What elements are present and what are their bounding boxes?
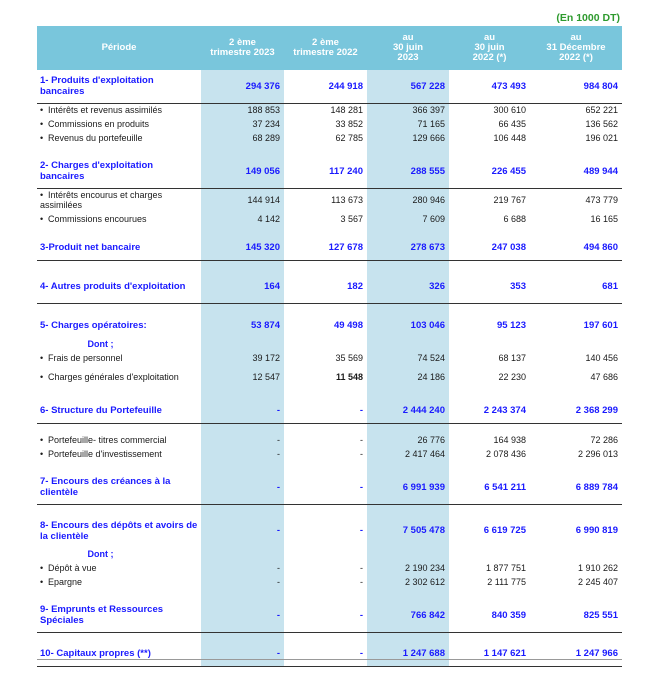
detail-label: [37, 188, 201, 212]
value-cell: 2 190 234: [367, 561, 449, 575]
value-cell: 197 601: [583, 319, 618, 331]
header-line: 31 Décembre: [546, 42, 606, 53]
value-cell: -: [201, 471, 284, 504]
header-column-4: [449, 26, 530, 70]
header-column-1: [201, 26, 284, 70]
value-cell: 129 666: [367, 131, 449, 145]
value-cell: 37 234: [201, 117, 284, 131]
section-label: [37, 642, 201, 666]
row-label-text: Charges générales d'exploitation: [48, 372, 179, 382]
value-cell: 106 448: [493, 133, 526, 143]
value-cell: 681: [530, 270, 622, 303]
detail-row: [37, 131, 622, 145]
value-cell: -: [360, 449, 363, 459]
value-cell: 103 046: [367, 313, 449, 337]
value-cell: 53 874: [201, 313, 284, 337]
value-cell: 300 610: [493, 105, 526, 116]
detail-row: [37, 117, 622, 131]
value-cell: 6 991 939: [367, 471, 449, 504]
section-row: [37, 313, 622, 337]
value-cell: 74 524: [367, 351, 449, 365]
value-cell: 1 910 262: [577, 563, 618, 573]
dont-label: Dont ;: [87, 339, 114, 349]
value-cell: 278 673: [367, 236, 449, 260]
header-line: 30 juin: [392, 42, 424, 53]
financial-indicators-report: [37, 10, 622, 667]
table-header-row: [37, 26, 622, 70]
bullet-icon: •: [40, 449, 44, 459]
row-label-text: Portefeuille d'investissement: [48, 449, 162, 459]
section-row: [37, 599, 622, 632]
detail-row: [37, 212, 622, 226]
value-cell: -: [201, 599, 284, 632]
row-label-text: Commissions en produits: [48, 119, 150, 129]
value-cell: 71 165: [367, 117, 449, 131]
value-cell: 11 548: [335, 372, 363, 382]
bullet-icon: •: [40, 133, 44, 143]
detail-label: [37, 131, 201, 145]
value-cell: 164 938: [493, 435, 526, 445]
section-label: [37, 399, 201, 423]
value-cell: 68 137: [498, 353, 526, 363]
section-row: [37, 471, 622, 504]
section-label: [37, 471, 201, 504]
value-cell: -: [360, 563, 363, 573]
row-label-text: 9- Emprunts et Ressources Spéciales: [40, 604, 164, 627]
table-body: [37, 70, 622, 666]
value-cell: 145 320: [201, 236, 284, 260]
value-cell: 72 286: [590, 435, 618, 445]
dont-row: [37, 337, 622, 351]
value-cell: -: [201, 561, 284, 575]
value-cell: 16 165: [590, 214, 618, 224]
detail-row: [37, 561, 622, 575]
value-cell: 148 281: [330, 105, 363, 116]
row-label-text: 1- Produits d'exploitation bancaires: [40, 75, 154, 98]
row-label-text: 6- Structure du Portefeuille: [40, 405, 162, 417]
section-row: [37, 270, 622, 303]
spacer-row: [37, 461, 622, 471]
row-label-text: Frais de personnel: [48, 353, 123, 363]
header-line: au: [402, 32, 414, 43]
header-line: 2022 (*): [559, 52, 593, 63]
spacer-row: [37, 589, 622, 599]
row-label-text: Intérêts encourus et charges assimilées: [40, 190, 163, 211]
value-cell: 188 853: [201, 103, 284, 117]
value-cell: 6 619 725: [483, 525, 526, 536]
bullet-icon: •: [40, 372, 44, 382]
value-cell: 2 111 775: [487, 577, 526, 587]
header-line: au: [570, 32, 582, 43]
value-cell: -: [284, 599, 367, 632]
value-cell: 652 221: [585, 105, 618, 116]
detail-row: [37, 447, 622, 461]
row-label-text: 4- Autres produits d'exploitation: [40, 280, 186, 292]
value-cell: 144 914: [201, 188, 284, 212]
section-label: [37, 70, 201, 103]
value-cell: 136 562: [585, 119, 618, 129]
value-cell: 7 609: [367, 212, 449, 226]
value-cell: 280 946: [367, 188, 449, 212]
section-label: [37, 514, 201, 547]
value-cell: -: [284, 399, 367, 423]
value-cell: 567 228: [367, 70, 449, 103]
value-cell: 219 767: [493, 195, 526, 206]
value-cell: 473 779: [585, 195, 618, 206]
value-cell: 35 569: [335, 353, 363, 363]
value-cell: -: [201, 575, 284, 589]
header-line: 2023: [397, 52, 419, 63]
section-label: [37, 270, 201, 303]
section-row: [37, 236, 622, 260]
spacer-row: [37, 389, 622, 399]
value-cell: -: [284, 471, 367, 504]
header-line: 2022 (*): [472, 52, 507, 63]
bullet-icon: •: [40, 435, 44, 445]
value-cell: 2 245 407: [577, 577, 618, 587]
row-label-text: Epargne: [48, 577, 83, 587]
value-cell: -: [201, 514, 284, 547]
section-row: [37, 514, 622, 547]
header-line: 2 ème: [229, 37, 256, 48]
row-label-text: 2- Charges d'exploitation bancaires: [40, 160, 154, 183]
dont-label: Dont ;: [87, 549, 114, 559]
value-cell: 825 551: [530, 599, 622, 632]
value-cell: 182: [284, 270, 367, 303]
value-cell: 1 147 621: [449, 642, 530, 666]
value-cell: 2 296 013: [577, 449, 618, 459]
header-period: [37, 26, 201, 70]
value-cell: 244 918: [284, 70, 367, 103]
detail-row: [37, 365, 622, 389]
value-cell: 494 860: [530, 236, 622, 260]
bullet-icon: •: [40, 577, 44, 587]
value-cell: -: [359, 525, 363, 536]
section-label: [37, 599, 201, 632]
header-line: trimestre 2023: [210, 47, 275, 58]
value-cell: 49 498: [333, 319, 363, 331]
value-cell: 113 673: [331, 195, 363, 206]
row-label-text: 5- Charges opératoires:: [40, 319, 147, 331]
value-cell: 117 240: [284, 155, 367, 188]
row-label-text: 10- Capitaux propres (**): [40, 648, 151, 660]
bullet-icon: •: [40, 190, 44, 201]
section-label: [37, 313, 201, 337]
value-cell: -: [201, 642, 284, 666]
value-cell: -: [284, 642, 367, 666]
value-cell: 2 368 299: [530, 399, 622, 423]
value-cell: 473 493: [449, 70, 530, 103]
bullet-icon: •: [40, 119, 44, 129]
value-cell: 66 435: [498, 119, 526, 129]
detail-row: [37, 575, 622, 589]
value-cell: 47 686: [590, 372, 618, 382]
value-cell: 984 804: [530, 70, 622, 103]
value-cell: 95 123: [496, 319, 526, 331]
detail-label: [37, 365, 201, 389]
value-cell: -: [201, 399, 284, 423]
row-label-text: Dépôt à vue: [48, 563, 97, 573]
value-cell: 353: [449, 270, 530, 303]
header-line: 2 ème: [312, 37, 339, 48]
detail-label: [37, 212, 201, 226]
value-cell: 226 455: [449, 155, 530, 188]
header-column-3: [367, 26, 449, 70]
value-cell: -: [201, 433, 284, 447]
value-cell: 3 567: [340, 214, 363, 224]
value-cell: -: [201, 447, 284, 461]
value-cell: -: [360, 435, 363, 445]
row-label-text: Revenus du portefeuille: [48, 133, 143, 143]
detail-label: [37, 103, 201, 117]
value-cell: 6 541 211: [449, 471, 530, 504]
row-label-text: 8- Encours des dépôts et avoirs de la clientèle: [40, 519, 198, 542]
indicators-table: [37, 26, 622, 667]
value-cell: 22 230: [498, 372, 526, 382]
value-cell: 288 555: [367, 155, 449, 188]
value-cell: 62 785: [335, 133, 363, 143]
header-line: trimestre 2022: [293, 47, 358, 58]
detail-row: [37, 103, 622, 117]
value-cell: 4 142: [201, 212, 284, 226]
value-cell: 6 889 784: [530, 471, 622, 504]
detail-label: [37, 447, 201, 461]
header-column-5: [530, 26, 622, 70]
value-cell: 24 186: [367, 365, 449, 389]
value-cell: 127 678: [284, 236, 367, 260]
spacer-row: [37, 226, 622, 236]
detail-label: [37, 433, 201, 447]
row-label-text: Intérêts et revenus assimilés: [48, 105, 163, 116]
value-cell: 1 877 751: [485, 563, 526, 573]
spacer-row: [37, 423, 622, 433]
spacer-row: [37, 145, 622, 155]
section-row: [37, 642, 622, 666]
row-label-text: Portefeuille- titres commercial: [48, 435, 167, 445]
value-cell: 247 038: [449, 236, 530, 260]
header-line: 30 juin: [474, 42, 505, 53]
value-cell: 489 944: [530, 155, 622, 188]
section-label: [37, 155, 201, 188]
spacer-row: [37, 260, 622, 270]
spacer-row: [37, 504, 622, 514]
value-cell: 149 056: [201, 155, 284, 188]
detail-row: [37, 433, 622, 447]
header-line: au: [483, 32, 496, 43]
value-cell: 840 359: [449, 599, 530, 632]
bullet-icon: •: [40, 353, 44, 363]
value-cell: 2 078 436: [485, 449, 526, 459]
value-cell: 39 172: [201, 351, 284, 365]
detail-label: [37, 575, 201, 589]
value-cell: 196 021: [585, 133, 618, 143]
value-cell: 7 505 478: [367, 514, 449, 547]
value-cell: 2 417 464: [367, 447, 449, 461]
bullet-icon: •: [40, 563, 44, 573]
section-row: [37, 155, 622, 188]
value-cell: 26 776: [367, 433, 449, 447]
value-cell: 2 302 612: [367, 575, 449, 589]
bullet-icon: •: [40, 105, 44, 116]
bullet-icon: •: [40, 214, 44, 224]
detail-label: [37, 561, 201, 575]
section-label: [37, 236, 201, 260]
value-cell: 766 842: [367, 599, 449, 632]
detail-row: [37, 188, 622, 212]
value-cell: -: [360, 577, 363, 587]
row-label-text: 7- Encours des créances à la clientèle: [40, 476, 171, 499]
detail-row: [37, 351, 622, 365]
spacer-row: [37, 303, 622, 313]
spacer-row: [37, 632, 622, 642]
header-column-2: [284, 26, 367, 70]
dont-row: [37, 547, 622, 561]
value-cell: 294 376: [201, 70, 284, 103]
value-cell: 68 289: [201, 131, 284, 145]
value-cell: 12 547: [201, 365, 284, 389]
value-cell: 326: [367, 270, 449, 303]
page-bottom-rule: [37, 659, 622, 660]
value-cell: 2 243 374: [449, 399, 530, 423]
value-cell: 6 688: [503, 214, 526, 224]
value-cell: 140 456: [585, 353, 618, 363]
value-cell: 164: [201, 270, 284, 303]
value-cell: 2 444 240: [367, 399, 449, 423]
row-label-text: Commissions encourues: [48, 214, 147, 224]
row-label-text: 3-Produit net bancaire: [40, 242, 141, 254]
value-cell: 33 852: [335, 119, 363, 129]
section-row: [37, 399, 622, 423]
value-cell: 1 247 966: [530, 642, 622, 666]
detail-label: [37, 351, 201, 365]
value-cell: 366 397: [367, 103, 449, 117]
header-line: Période: [101, 42, 137, 53]
value-cell: 6 990 819: [575, 525, 618, 536]
section-row: [37, 70, 622, 103]
value-cell: 1 247 688: [367, 642, 449, 666]
unit-label: (En 1000 DT): [556, 12, 620, 24]
detail-label: [37, 117, 201, 131]
